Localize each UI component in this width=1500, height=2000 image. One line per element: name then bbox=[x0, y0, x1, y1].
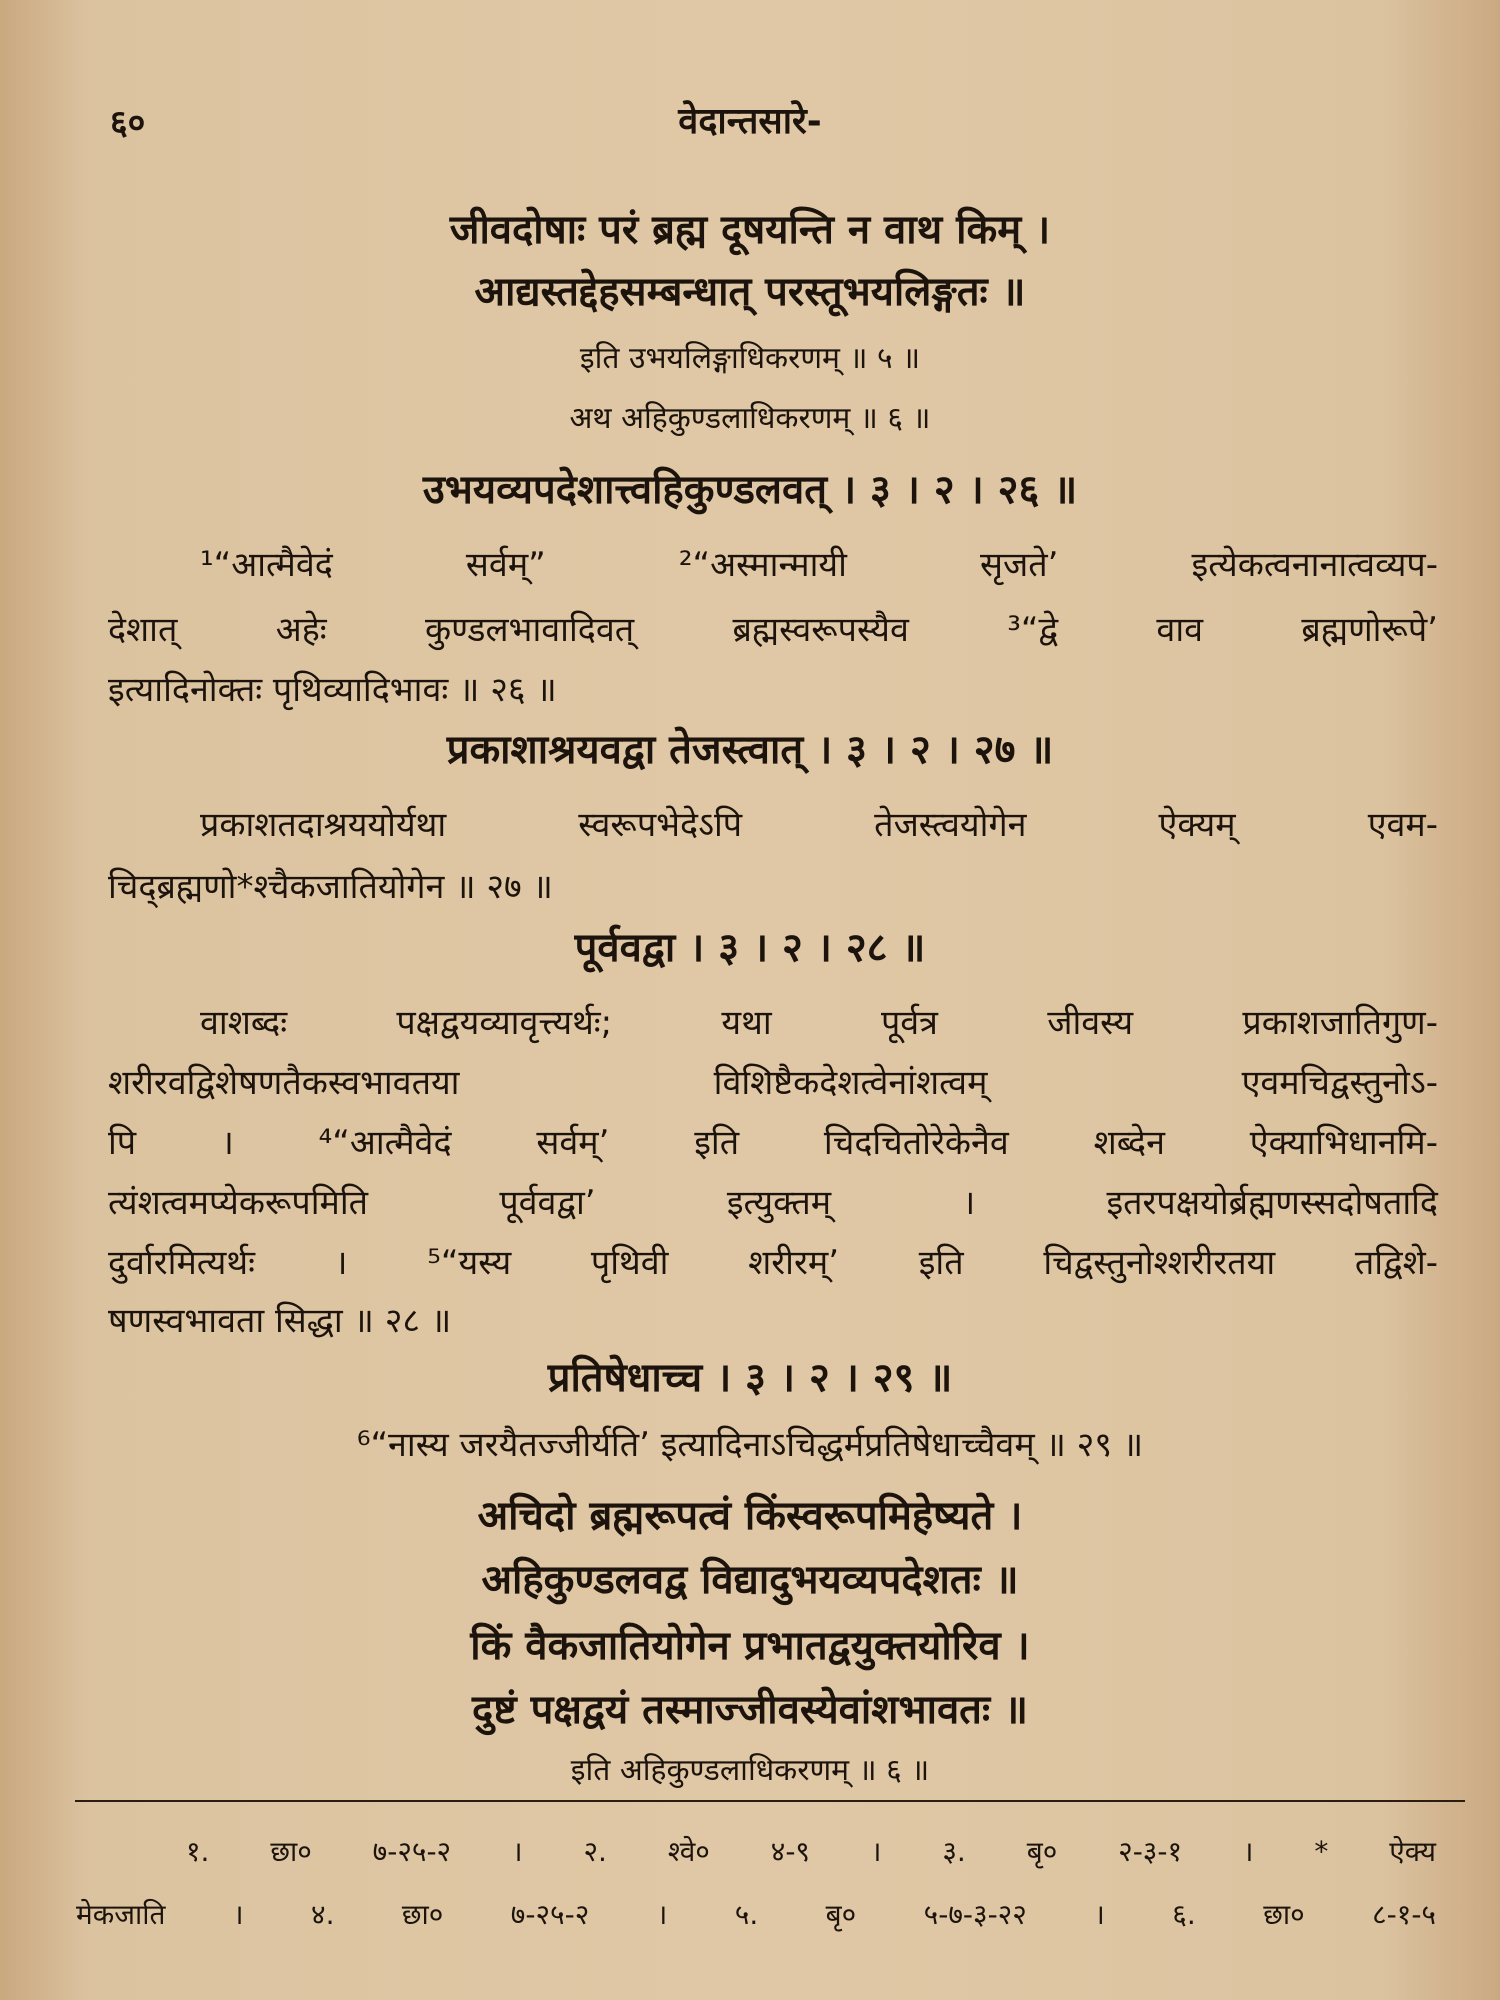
commentary-line: ¹“आत्मैवेदं सर्वम्” ²“अस्मान्मायी सृजते’ इत्येकत्वनानात्वव्यप- bbox=[200, 545, 1438, 585]
commentary-line: त्यंशत्वमप्येकरूपमिति पूर्ववद्वा’ इत्युक्तम् । इतरपक्षयोर्ब्रह्मणस्सदोषतादि bbox=[108, 1183, 1438, 1223]
commentary-line: शरीरवद्विशेषणतैकस्वभावतया विशिष्टैकदेशत्वेनांशत्वम् एवमचिद्वस्तुनोऽ- bbox=[108, 1063, 1438, 1103]
commentary-line: चिद्ब्रह्मणो*श्चैकजातियोगेन ॥ २७ ॥ bbox=[108, 867, 553, 907]
sutra-line: प्रकाशाश्रयवद्वा तेजस्त्वात् । ३ । २ । २७ ॥ bbox=[446, 727, 1054, 773]
sutra-line: पूर्ववद्वा । ३ । २ । २८ ॥ bbox=[574, 925, 926, 971]
sutra-line: उभयव्यपदेशात्त्वहिकुण्डलवत् । ३ । २ । २६ ॥ bbox=[422, 467, 1078, 513]
verse-line: आद्यस्तद्देहसम्बन्धात् परस्तूभयलिङ्गतः ॥ bbox=[474, 269, 1026, 315]
commentary-line: देशात् अहेः कुण्डलभावादिवत् ब्रह्मस्वरूपस्यैव ³“द्वे वाव ब्रह्मणोरूपे’ bbox=[108, 610, 1438, 650]
section-colophon: इति उभयलिङ्गाधिकरणम् ॥ ५ ॥ bbox=[579, 341, 921, 376]
commentary-line: प्रकाशतदाश्रययोर्यथा स्वरूपभेदेऽपि तेजस्त्वयोगेन ऐक्यम् एवम- bbox=[200, 805, 1438, 845]
section-heading: अथ अहिकुण्डलाधिकरणम् ॥ ६ ॥ bbox=[569, 401, 931, 436]
commentary-line: दुर्वारमित्यर्थः । ⁵“यस्य पृथिवी शरीरम्’ इति चिद्वस्तुनोश्शरीरतया तद्विशे- bbox=[108, 1243, 1438, 1283]
commentary-line: पि । ⁴“आत्मैवेदं सर्वम्’ इति चिदचितोरेकेनैव शब्देन ऐक्याभिधानमि- bbox=[108, 1123, 1438, 1163]
verse-line: अहिकुण्डलवद्व विद्यादुभयव्यपदेशतः ॥ bbox=[481, 1557, 1019, 1603]
sutra-line: प्रतिषेधाच्च । ३ । २ । २९ ॥ bbox=[547, 1355, 953, 1401]
verse-line: अचिदो ब्रह्मरूपत्वं किंस्वरूपमिहेष्यते । bbox=[477, 1493, 1023, 1539]
footnote-line: १. छा० ७-२५-२ । २. श्वे० ४-९ । ३. बृ० २-३-१ । * ऐक्य bbox=[186, 1835, 1436, 1868]
verse-line: दुष्टं पक्षद्वयं तस्माज्जीवस्येवांशभावतः ॥ bbox=[472, 1687, 1028, 1733]
commentary-line: इत्यादिनोक्तः पृथिव्यादिभावः ॥ २६ ॥ bbox=[108, 670, 557, 710]
commentary-line: षणस्वभावता सिद्धा ॥ २८ ॥ bbox=[108, 1301, 452, 1341]
footnote-line: मेकजाति । ४. छा० ७-२५-२ । ५. बृ० ५-७-३-२२ । ६. छा० ८-१-५ bbox=[76, 1898, 1436, 1931]
commentary-line: ⁶“नास्य जरयैतज्जीर्यति’ इत्यादिनाऽचिद्धर्मप्रतिषेधाच्चैवम् ॥ २९ ॥ bbox=[356, 1425, 1144, 1465]
verse-line: जीवदोषाः परं ब्रह्म दूषयन्ति न वाथ किम् । bbox=[449, 207, 1051, 253]
section-colophon: इति अहिकुण्डलाधिकरणम् ॥ ६ ॥ bbox=[570, 1753, 930, 1788]
footnote-divider bbox=[75, 1800, 1465, 1802]
commentary-line: वाशब्दः पक्षद्वयव्यावृत्त्यर्थः; यथा पूर्वत्र जीवस्य प्रकाशजातिगुण- bbox=[200, 1003, 1438, 1043]
verse-line: किं वैकजातियोगेन प्रभातद्वयुक्तयोरिव । bbox=[470, 1623, 1030, 1669]
page-number: ६० bbox=[110, 103, 146, 143]
running-title: वेदान्तसारे- bbox=[678, 101, 822, 142]
